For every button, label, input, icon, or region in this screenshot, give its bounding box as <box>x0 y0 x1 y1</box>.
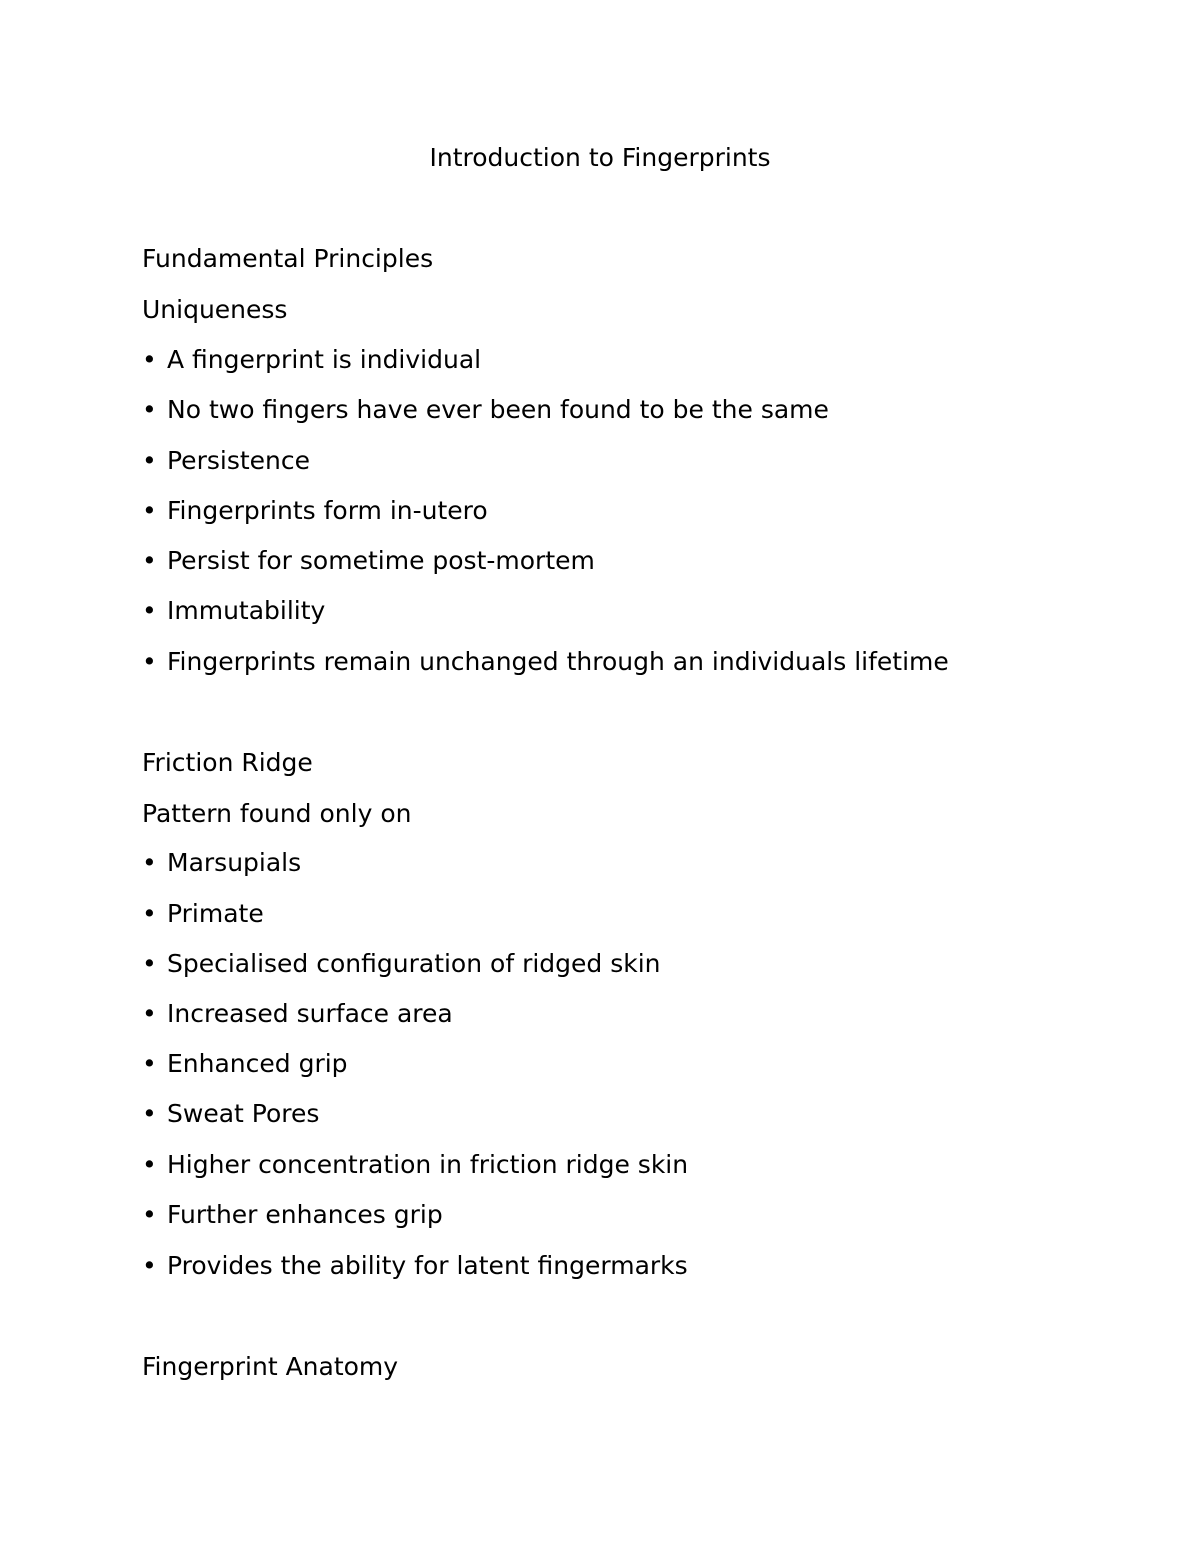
list-item <box>142 845 301 881</box>
list-item-text: Specialised configuration of ridged skin <box>167 949 661 978</box>
bullet-icon: • <box>142 1200 157 1229</box>
list-item-text: Marsupials <box>167 848 302 877</box>
list-item-text: No two fingers have ever been found to be the same <box>167 395 829 424</box>
bullet-icon: • <box>142 1150 157 1179</box>
list-item <box>142 1096 319 1132</box>
section-heading: Fundamental Principles <box>142 244 434 273</box>
section-heading: Fingerprint Anatomy <box>142 1352 399 1381</box>
list-item-text: Further enhances grip <box>167 1200 443 1229</box>
list-item-text: Enhanced grip <box>167 1049 348 1078</box>
bullet-icon: • <box>142 899 157 928</box>
list-item-text: Immutability <box>167 596 326 625</box>
section-subheading: Uniqueness <box>142 295 288 324</box>
list-item <box>142 493 488 529</box>
bullet-icon: • <box>142 848 157 877</box>
list-item-text: Higher concentration in friction ridge skin <box>167 1150 689 1179</box>
list-item <box>142 342 481 378</box>
bullet-icon: • <box>142 999 157 1028</box>
list-item-text: Increased surface area <box>167 999 453 1028</box>
page-title: Introduction to Fingerprints <box>429 143 771 172</box>
list-item <box>142 443 310 479</box>
list-item <box>142 1248 688 1284</box>
list-item <box>142 593 325 629</box>
list-item <box>142 896 264 932</box>
section-subheading: Pattern found only on <box>142 799 412 828</box>
bullet-icon: • <box>142 596 157 625</box>
list-item-text: Persistence <box>167 446 310 475</box>
list-item <box>142 543 595 579</box>
section-heading: Friction Ridge <box>142 748 313 777</box>
bullet-icon: • <box>142 1099 157 1128</box>
bullet-icon: • <box>142 546 157 575</box>
list-item-text: Persist for sometime post-mortem <box>167 546 595 575</box>
list-item <box>142 946 661 982</box>
bullet-icon: • <box>142 1049 157 1078</box>
bullet-icon: • <box>142 949 157 978</box>
list-item-text: Primate <box>167 899 264 928</box>
bullet-icon: • <box>142 395 157 424</box>
list-item <box>142 392 829 428</box>
list-item-text: Sweat Pores <box>167 1099 320 1128</box>
bullet-icon: • <box>142 446 157 475</box>
list-item <box>142 644 949 680</box>
bullet-icon: • <box>142 1251 157 1280</box>
bullet-icon: • <box>142 647 157 676</box>
list-item-text: A fingerprint is individual <box>167 345 482 374</box>
list-item-text: Provides the ability for latent fingermarks <box>167 1251 688 1280</box>
list-item-text: Fingerprints remain unchanged through an individuals lifetime <box>167 647 949 676</box>
list-item <box>142 996 453 1032</box>
list-item <box>142 1046 348 1082</box>
list-item <box>142 1147 688 1183</box>
bullet-icon: • <box>142 496 157 525</box>
bullet-icon: • <box>142 345 157 374</box>
list-item-text: Fingerprints form in-utero <box>167 496 488 525</box>
list-item <box>142 1197 443 1233</box>
